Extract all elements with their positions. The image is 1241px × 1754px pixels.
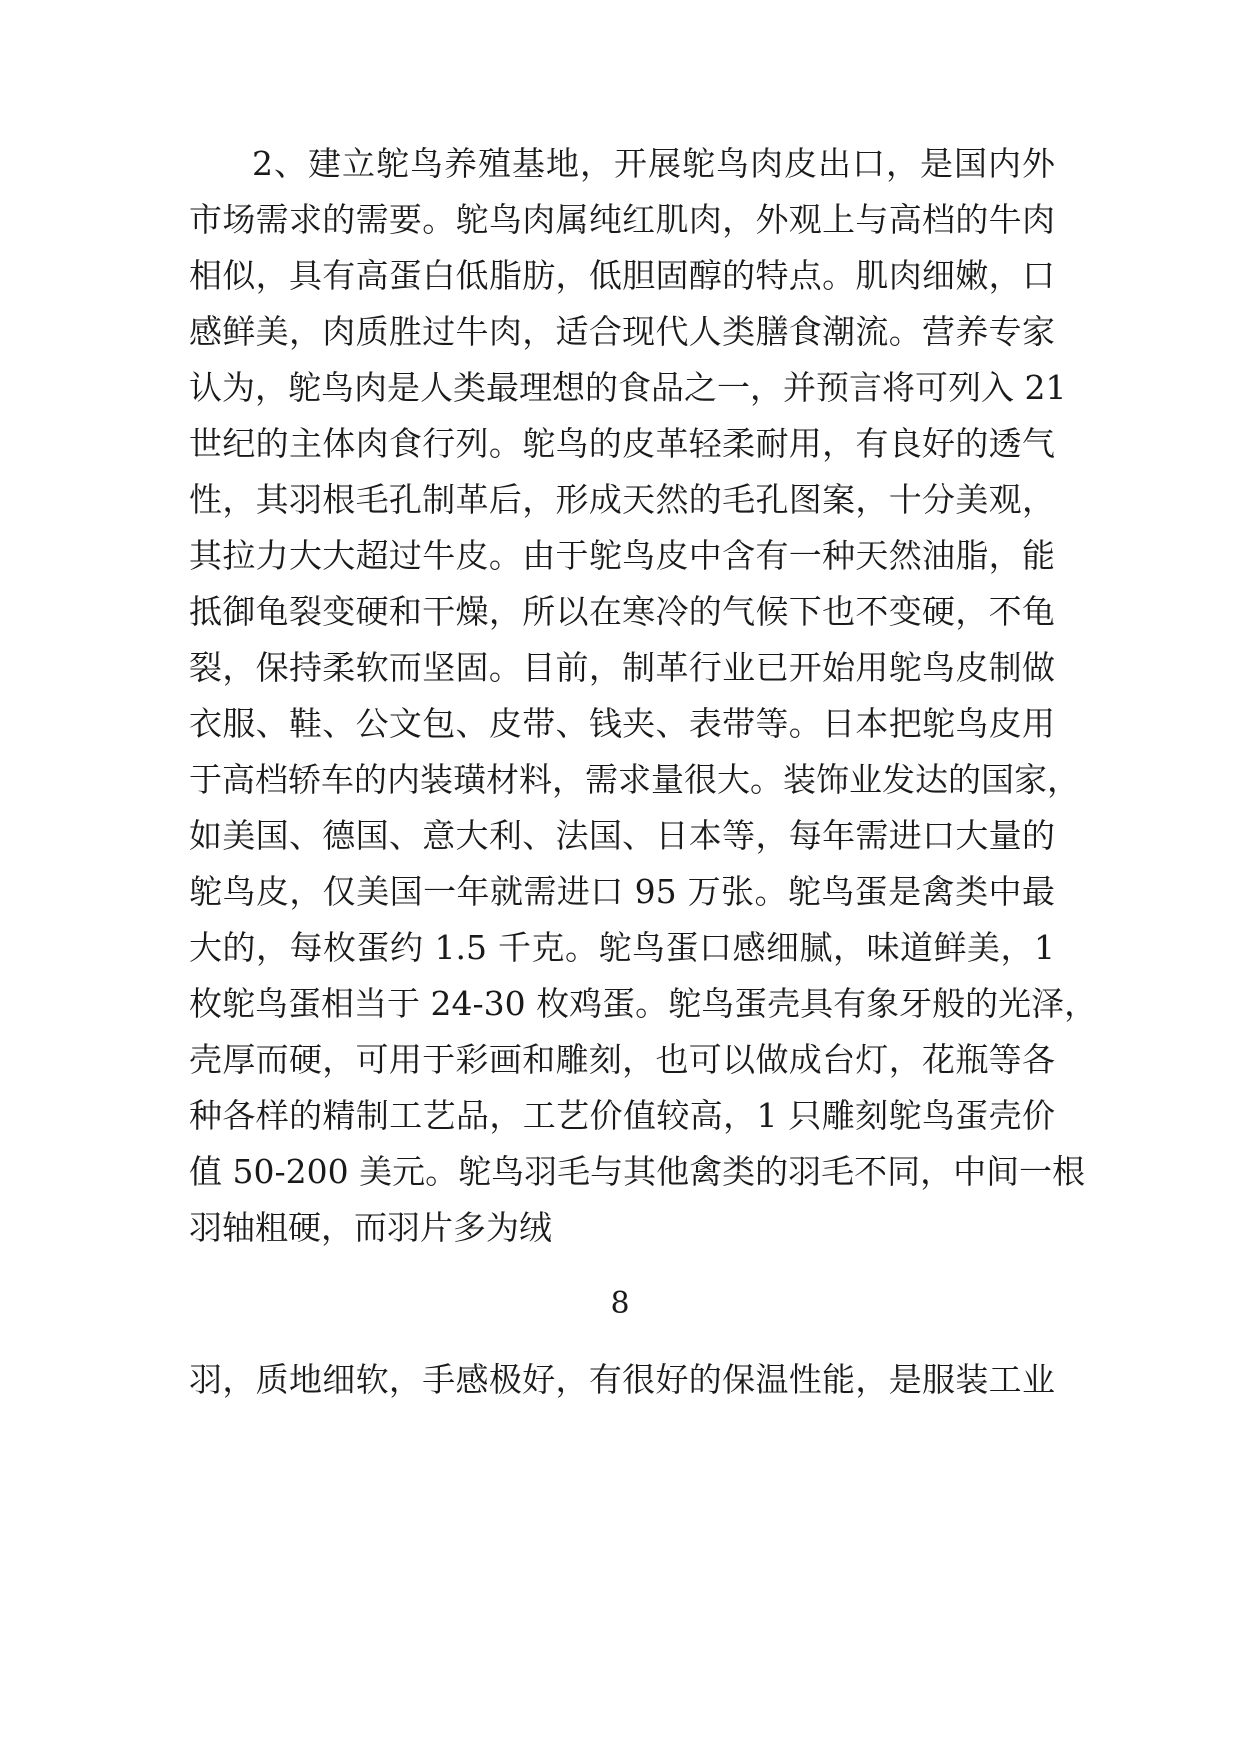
paragraph-line: 感鲜美，肉质胜过牛肉，适合现代人类膳食潮流。营养专家 [189, 312, 1055, 351]
paragraph-line: 值 50-200 美元。鸵鸟羽毛与其他禽类的羽毛不同，中间一根 [189, 1152, 1086, 1191]
paragraph-line: 抵御龟裂变硬和干燥，所以在寒冷的气候下也不变硬，不龟 [189, 592, 1055, 631]
paragraph-line: 世纪的主体肉食行列。鸵鸟的皮革轻柔耐用，有良好的透气 [189, 424, 1055, 463]
paragraph-line: 其拉力大大超过牛皮。由于鸵鸟皮中含有一种天然油脂，能 [189, 536, 1055, 575]
next-page-line: 羽，质地细软，手感极好，有很好的保温性能，是服装工业 [189, 1360, 1055, 1399]
paragraph-line: 性，其羽根毛孔制革后，形成天然的毛孔图案，十分美观， [189, 480, 1055, 519]
paragraph-line: 裂，保持柔软而坚固。目前，制革行业已开始用鸵鸟皮制做 [189, 648, 1055, 687]
paragraph-line: 2、建立鸵鸟养殖基地，开展鸵鸟肉皮出口，是国内外 [252, 144, 1055, 183]
paragraph-line: 如美国、德国、意大利、法国、日本等，每年需进口大量的 [189, 816, 1055, 855]
paragraph-line: 鸵鸟皮，仅美国一年就需进口 95 万张。鸵鸟蛋是禽类中最 [189, 872, 1055, 911]
paragraph-line: 壳厚而硬，可用于彩画和雕刻，也可以做成台灯，花瓶等各 [189, 1040, 1055, 1079]
paragraph-line: 大的，每枚蛋约 1.5 千克。鸵鸟蛋口感细腻，味道鲜美，1 [189, 928, 1055, 967]
paragraph-line: 市场需求的需要。鸵鸟肉属纯红肌肉，外观上与高档的牛肉 [189, 200, 1055, 239]
paragraph-line: 认为，鸵鸟肉是人类最理想的食品之一，并预言将可列入 21 [189, 368, 1067, 407]
paragraph-line: 种各样的精制工艺品，工艺价值较高，1 只雕刻鸵鸟蛋壳价 [189, 1096, 1055, 1135]
paragraph-line: 枚鸵鸟蛋相当于 24-30 枚鸡蛋。鸵鸟蛋壳具有象牙般的光泽， [189, 984, 1098, 1023]
paragraph-line: 羽轴粗硬，而羽片多为绒 [189, 1208, 552, 1247]
paragraph-line: 于高档轿车的内装璜材料，需求量很大。装饰业发达的国家， [189, 760, 1080, 799]
paragraph-line: 相似，具有高蛋白低脂肪，低胆固醇的特点。肌肉细嫩，口 [189, 256, 1055, 295]
page-number: 8 [610, 1286, 630, 1321]
paragraph-line: 衣服、鞋、公文包、皮带、钱夹、表带等。日本把鸵鸟皮用 [189, 704, 1055, 743]
